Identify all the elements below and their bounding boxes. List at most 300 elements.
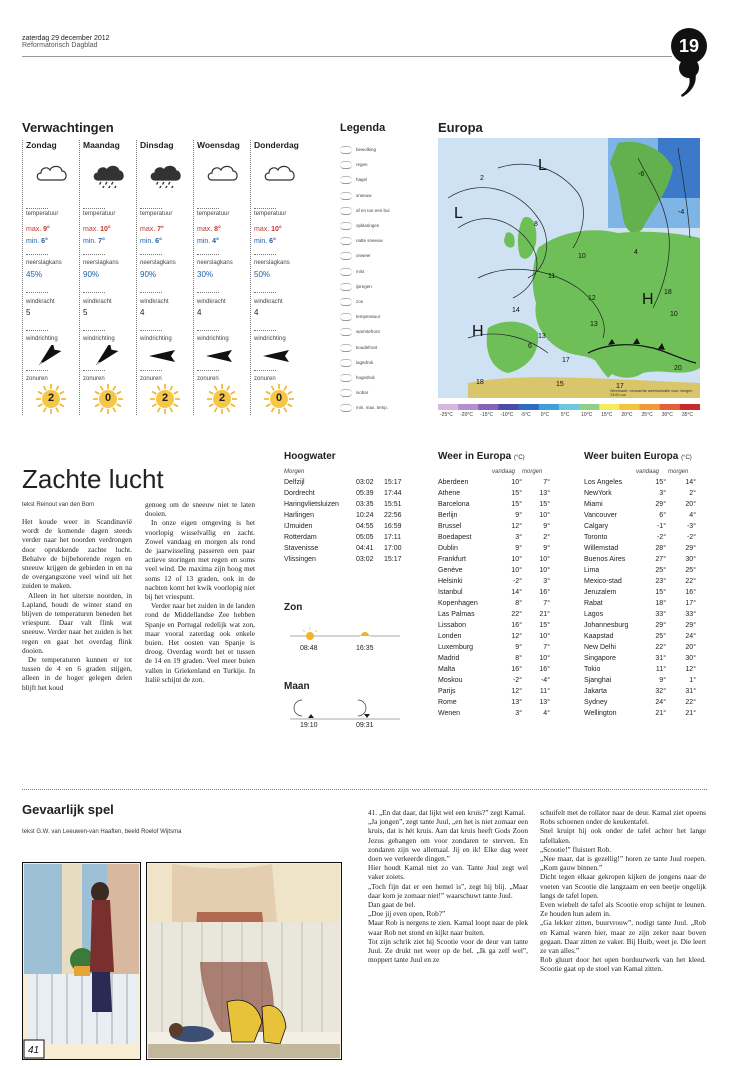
forecast-day-name: Woensdag (197, 140, 240, 150)
table-row (284, 543, 404, 554)
article-byline: tekst Reinout van den Born (22, 502, 95, 508)
dotted-separator (254, 254, 276, 255)
table-cell: 21° (685, 710, 696, 717)
scale-swatch (539, 404, 559, 410)
dotted-separator (254, 208, 276, 209)
table-row (438, 477, 550, 488)
table-cell: Harlingen (284, 512, 314, 519)
table-cell: 25° (655, 633, 666, 640)
max-value: 8° (214, 226, 221, 233)
weer-europa-title (438, 451, 525, 462)
legend-label: hogedruk (356, 375, 375, 381)
sun-hours-value: 2 (218, 392, 226, 404)
table-cell: Toronto (584, 534, 608, 541)
max-value: 10° (271, 226, 282, 233)
paragraph: De temperaturen kunnen er tot tussen de 4 en 6 graden stijgen, alleen in de hoger gelegen delen blijft het koud (22, 655, 132, 692)
article-column-1 (22, 517, 132, 692)
scale-label: 5°C (560, 412, 570, 418)
table-cell: 1° (689, 677, 696, 684)
table-row (438, 554, 550, 565)
table-cell: 7° (543, 479, 550, 486)
paragraph: „Ga lekker zitten, buurvrouw”, nodigt tante Juul. „Rob en Kamal waren hier, maar ze zijn zeker naar boven gegaan. Daar zitten ze vaker. Bij Huib, weet je. Die leert ze van alles.” (540, 918, 706, 956)
forecast-day-name: Zondag (26, 140, 57, 150)
dotted-separator (26, 254, 48, 255)
precip-value: 90% (140, 270, 157, 279)
table-cell: 12° (511, 523, 522, 530)
legend-symbol-icon (340, 404, 352, 412)
table-cell: Kaapstad (584, 633, 614, 640)
table-cell: 3° (659, 490, 666, 497)
table-cell: Boedapest (438, 534, 472, 541)
table-cell: 29° (655, 622, 666, 629)
table-cell: 05:05 (356, 534, 374, 541)
legend-symbol-icon (340, 176, 352, 184)
temperature-scale-bar (438, 404, 700, 410)
wind-arrow-icon (147, 345, 177, 367)
table-cell: -3° (686, 523, 696, 530)
legend-label: zon (356, 299, 364, 305)
weer-europa-unit: (°C) (513, 455, 525, 461)
table-cell: 10° (539, 633, 550, 640)
moon-rise-set-graphic (290, 696, 400, 724)
table-cell: Athene (438, 490, 461, 497)
table-cell: Delfzijl (284, 479, 305, 486)
table-cell: Singapore (584, 655, 616, 662)
scale-swatch (640, 404, 660, 410)
table-cell: 21° (655, 710, 666, 717)
precip-label: neerslagkans (83, 260, 119, 266)
max-label: max. (140, 226, 158, 233)
table-cell: 24° (655, 699, 666, 706)
precip-label: neerslagkans (26, 260, 62, 266)
legend-item (340, 298, 363, 306)
min-value: 4° (212, 238, 219, 245)
precip-value: 45% (26, 270, 43, 279)
table-cell: 32° (655, 688, 666, 695)
sunset-time: 16:35 (356, 645, 374, 652)
table-cell: 29° (685, 622, 696, 629)
min-label: min. (197, 238, 213, 245)
table-cell: Dublin (438, 545, 458, 552)
map-temp-label: 18 (664, 289, 672, 296)
dotted-separator (140, 370, 162, 371)
table-cell: 20° (685, 644, 696, 651)
table-cell: 9° (543, 545, 550, 552)
min-temp (140, 238, 162, 245)
table-row (438, 708, 550, 719)
weer-europa-title-text: Weer in Europa (438, 451, 512, 462)
wind-force-label: windkracht (254, 299, 283, 305)
table-cell: 15:17 (384, 556, 402, 563)
legend-symbol-icon (340, 192, 352, 200)
table-row (284, 521, 404, 532)
weer-buiten-col-today: vandaag (636, 469, 660, 475)
legend-item (340, 176, 367, 184)
forecast-day-2 (136, 140, 192, 415)
table-cell: 16° (539, 666, 550, 673)
legend-label: sneeuw (356, 192, 372, 198)
rain-cloud-icon (92, 162, 126, 188)
map-temp-label: 12 (588, 295, 596, 302)
wind-dir-value: zw (94, 361, 101, 367)
paragraph: Rob gluurt door het open borduurwerk van het kleed. Scootie gaat op de stoel van Kamal zitten. (540, 955, 706, 974)
scale-swatch (519, 404, 539, 410)
wind-arrow-icon (33, 345, 63, 367)
table-cell: Brussel (438, 523, 462, 530)
table-row (438, 675, 550, 686)
table-row (438, 499, 550, 510)
table-cell: 4° (543, 710, 550, 717)
table-cell: 22:56 (384, 512, 402, 519)
legend-label: af en toe een bui (356, 207, 390, 213)
scale-label: -20°C (460, 412, 473, 418)
table-cell: 25° (655, 567, 666, 574)
legend-item (340, 404, 388, 412)
precip-value: 50% (254, 270, 271, 279)
table-row (438, 697, 550, 708)
scale-label: -15°C (480, 412, 494, 418)
precip-label: neerslagkans (140, 260, 176, 266)
table-cell: Berlijn (438, 512, 458, 519)
legend-label: ijsregen (356, 283, 372, 289)
table-cell: Kopenhagen (438, 600, 478, 607)
dotted-separator (197, 208, 219, 209)
table-cell: 4° (689, 512, 696, 519)
temperature-label: temperatuur (197, 211, 230, 217)
map-temp-label: 13 (538, 333, 546, 340)
table-cell: Lima (584, 567, 600, 574)
table-row (584, 521, 696, 532)
min-temp (254, 238, 276, 245)
table-row (438, 521, 550, 532)
legend-symbol-icon (340, 161, 352, 169)
scale-swatch (680, 404, 700, 410)
scale-swatch (478, 404, 498, 410)
hoogwater-sub: Morgen (284, 469, 305, 475)
table-row (284, 554, 404, 565)
legend-item (340, 161, 368, 169)
dotted-separator (26, 370, 48, 371)
legend-item (340, 374, 375, 382)
scale-swatch (559, 404, 579, 410)
table-cell: 03:02 (356, 556, 374, 563)
legend-label: bewolking (356, 147, 377, 153)
table-cell: 22° (685, 578, 696, 585)
legend-symbol-icon (340, 313, 352, 321)
table-cell: 30° (685, 556, 696, 563)
scale-label: -25°C (440, 412, 453, 418)
table-cell: 15° (655, 589, 666, 596)
max-label: max. (197, 226, 215, 233)
story-title: Gevaarlijk spel (22, 802, 114, 817)
table-row (438, 543, 550, 554)
weer-buiten-title (584, 451, 692, 462)
svg-text:L: L (454, 205, 463, 222)
article-column-2 (145, 500, 255, 684)
min-value: 6° (41, 238, 48, 245)
dotted-separator (26, 292, 48, 293)
table-row (584, 620, 696, 631)
paragraph: schuifelt met de rollator naar de deur. Kamal ziet opeens Robs schoenen onder de keukentafel. (540, 808, 706, 827)
legend-item (340, 192, 372, 200)
table-row (284, 532, 404, 543)
max-value: 10° (100, 226, 111, 233)
wind-dir-value: w (151, 361, 155, 367)
temperature-label: temperatuur (254, 211, 287, 217)
scale-label: -5°C (520, 412, 531, 418)
table-cell: 13° (511, 699, 522, 706)
table-row (438, 609, 550, 620)
dotted-separator (83, 208, 105, 209)
zon-title: Zon (284, 602, 303, 613)
table-row (584, 642, 696, 653)
dotted-separator (140, 208, 162, 209)
table-cell: 2° (543, 534, 550, 541)
table-cell: 03:35 (356, 501, 374, 508)
table-cell: Vlissingen (284, 556, 316, 563)
table-cell: 15:51 (384, 501, 402, 508)
table-cell: Helsinki (438, 578, 463, 585)
table-cell: Miami (584, 501, 603, 508)
wind-force-value: 4 (140, 308, 145, 317)
legend-label: lagedruk (356, 359, 374, 365)
table-cell: 16° (511, 622, 522, 629)
legend-label: warmtefront (356, 329, 380, 335)
min-label: min. (83, 238, 99, 245)
min-label: min. (254, 238, 270, 245)
weer-europa-col-today: vandaag (492, 469, 516, 475)
table-cell: Willemstad (584, 545, 619, 552)
page-number: 19 (671, 28, 707, 64)
legend-label: opklaringen (356, 223, 380, 229)
table-cell: New Delhi (584, 644, 616, 651)
table-cell: 7° (543, 644, 550, 651)
scale-swatch (660, 404, 680, 410)
table-cell: 23° (655, 578, 666, 585)
table-cell: 30° (685, 655, 696, 662)
sun-hours-label: zonuren (140, 376, 162, 382)
legend-symbol-icon (340, 283, 352, 291)
min-temp (83, 238, 105, 245)
wind-dir-label: windrichting (83, 336, 115, 342)
max-temp (254, 226, 282, 233)
legend-label: mist (356, 268, 365, 274)
wind-force-value: 4 (197, 308, 202, 317)
dotted-separator (83, 254, 105, 255)
weer-europa-col-tomorrow: morgen (522, 469, 543, 475)
table-cell: 11° (539, 688, 550, 695)
table-cell: 03:02 (356, 479, 374, 486)
cloud-icon (35, 162, 69, 188)
table-row (584, 477, 696, 488)
legend-item (340, 328, 380, 336)
table-cell: 9° (515, 644, 522, 651)
dotted-separator (83, 292, 105, 293)
paragraph: „Toch fijn dat er een hemel is”, zegt hij blij. „Maar daar kom je zomaar niet!” waarschuwt tante Juul. (368, 881, 528, 900)
table-cell: Haringvlietsluizen (284, 501, 339, 508)
paragraph: „Ja jongen”, zegt tante Juul, „en het is niet zomaar een kruis, dat is hét kruis. Aan dat kruis heeft Gods Zoon Jezus gehangen om voor zondaren te sterven. En zondaren zijn we allemaal. Jij en ik! Elke dag weer doen we verkeerde dingen.” (368, 817, 528, 864)
forecast-day-name: Maandag (83, 140, 120, 150)
wind-force-label: windkracht (197, 299, 226, 305)
table-cell: 31° (655, 655, 666, 662)
table-cell: 17:11 (384, 534, 401, 541)
max-temp (26, 226, 50, 233)
legend-label: temperatuur (356, 314, 381, 320)
table-cell: 15° (655, 479, 666, 486)
table-row (284, 488, 404, 499)
map-temp-label: 20 (674, 365, 682, 372)
table-cell: Barcelona (438, 501, 470, 508)
legend-symbol-icon (340, 344, 352, 352)
scale-label: 10°C (581, 412, 593, 418)
table-cell: Luxemburg (438, 644, 474, 651)
paragraph: „Scootie!” fluistert Rob. (540, 844, 612, 854)
table-row (584, 653, 696, 664)
table-row (584, 510, 696, 521)
table-cell: 10° (539, 567, 550, 574)
min-value: 7° (98, 238, 105, 245)
table-cell: 14° (685, 479, 696, 486)
map-temp-label: 10 (578, 253, 586, 260)
table-cell: 15:17 (384, 479, 402, 486)
table-cell: 15° (539, 622, 550, 629)
table-cell: 10° (511, 567, 522, 574)
table-cell: 11° (655, 666, 666, 673)
table-cell: 6° (659, 512, 666, 519)
wind-dir-value: w (208, 361, 212, 367)
precip-label: neerslagkans (197, 260, 233, 266)
map-temp-label: 6 (528, 343, 532, 350)
table-cell: 10° (539, 512, 550, 519)
legend-item (340, 237, 383, 245)
max-temp (140, 226, 164, 233)
paragraph: Dicht tegen elkaar gekropen kijken de jongens naar de voeten van Scootie die langzaam en een beetje ongelijk langs de tafel lopen. (540, 872, 706, 900)
weer-buiten-col-tomorrow: morgen (668, 469, 689, 475)
table-cell: 05:39 (356, 490, 374, 497)
weer-buiten-table (584, 477, 696, 719)
dotted-separator (26, 208, 48, 209)
forecast-title: Verwachtingen (22, 120, 114, 135)
table-cell: IJmuiden (284, 523, 313, 530)
table-row (584, 708, 696, 719)
wind-arrow-icon (90, 345, 120, 367)
legend-symbol-icon (340, 374, 352, 382)
table-cell: Tokio (584, 666, 601, 673)
table-cell: Jakarta (584, 688, 607, 695)
wind-force-label: windkracht (140, 299, 169, 305)
table-cell: Sydney (584, 699, 608, 706)
table-cell: 3° (515, 710, 522, 717)
table-cell: -2° (656, 534, 666, 541)
dotted-separator (254, 330, 276, 331)
table-cell: 16° (539, 589, 550, 596)
wind-arrow-icon (204, 345, 234, 367)
table-cell: 18° (655, 600, 666, 607)
table-cell: 14° (511, 589, 522, 596)
scale-swatch (498, 404, 518, 410)
legend-item (340, 222, 379, 230)
table-cell: 15° (539, 501, 550, 508)
table-cell: 17° (685, 600, 696, 607)
table-row (584, 565, 696, 576)
table-cell: 21° (539, 611, 550, 618)
sun-hours-label: zonuren (254, 376, 276, 382)
hoogwater-title: Hoogwater (284, 451, 336, 462)
table-cell: 22° (511, 611, 522, 618)
map-temp-label: 8 (534, 221, 538, 228)
table-cell: Wellington (584, 710, 617, 717)
min-label: min. (140, 238, 156, 245)
max-label: max. (26, 226, 44, 233)
max-value: 9° (43, 226, 50, 233)
min-label: min. (26, 238, 42, 245)
scale-swatch (619, 404, 639, 410)
wind-dir-label: windrichting (254, 336, 286, 342)
legend-symbol-icon (340, 298, 352, 306)
table-cell: Jeruzalem (584, 589, 617, 596)
legend-item (340, 389, 368, 397)
table-cell: 33° (685, 611, 696, 618)
table-cell: 8° (515, 655, 522, 662)
table-cell: Mexico-stad (584, 578, 622, 585)
table-cell: 04:41 (356, 545, 374, 552)
table-row (438, 598, 550, 609)
wind-arrow-icon (261, 345, 291, 367)
wind-dir-label: windrichting (197, 336, 229, 342)
sun-hours-label: zonuren (26, 376, 48, 382)
cloud-icon (263, 162, 297, 188)
dotted-separator (197, 254, 219, 255)
table-row (584, 532, 696, 543)
map-temp-label: 2 (480, 175, 484, 182)
dotted-separator (26, 330, 48, 331)
legend-symbol-icon (340, 328, 352, 336)
table-cell: 9° (543, 523, 550, 530)
scale-swatch (438, 404, 458, 410)
table-cell: 22° (655, 644, 666, 651)
scale-swatch (599, 404, 619, 410)
forecast-day-4 (250, 140, 306, 415)
paragraph: In onze eigen omgeving is het voorlopig wisselvallig en zacht. Zowel vandaag en morgen als rond de jaarwisseling passeren een paar actieve storingen met regen en soms veel wind. De maxima zijn hoog met soms 12 of 13 graden, ook in de nachten komt het kwik voorlopig niet bij het vriespunt. (145, 518, 255, 602)
wind-dir-value: w (265, 361, 269, 367)
table-cell: 9° (515, 545, 522, 552)
paragraph: Alleen in het uiterste noorden, in Lapland, houdt de winter stand en blijven de temperaturen beneden het vriespunt. Daar valt flink wat sneeuw. Verder naar het zuiden is het regen en gaat het overdag flink dooien. (22, 590, 132, 655)
comic-panel-number: 41 (28, 1045, 40, 1056)
max-label: max. (254, 226, 272, 233)
table-cell: 10° (539, 655, 550, 662)
table-cell: 16° (511, 666, 522, 673)
legend-label: isobar (356, 390, 369, 396)
map-caption: Weerkaart: verwachte weerssituatie voor morgen 13:00 uur (610, 389, 693, 397)
table-cell: Rome (438, 699, 457, 706)
section-divider (22, 789, 707, 790)
table-cell: Lagos (584, 611, 604, 618)
table-cell: 7° (543, 600, 550, 607)
table-row (438, 488, 550, 499)
wind-dir-label: windrichting (140, 336, 172, 342)
forecast-day-name: Donderdag (254, 140, 299, 150)
max-temp (197, 226, 221, 233)
legend-label: koudefront (356, 344, 378, 350)
table-row (438, 653, 550, 664)
legend-label: min. max. temp. (356, 405, 389, 411)
paragraph: 41. „En dat daar, dat lijkt wel een kruis?” zegt Kamal. (368, 808, 526, 817)
legend-item (340, 283, 372, 291)
sunrise-time: 08:48 (300, 645, 318, 652)
paragraph: Snel kruipt hij ook onder de tafel achter het lange tafellaken. (540, 826, 706, 845)
table-cell: Madrid (438, 655, 460, 662)
table-cell: Londen (438, 633, 462, 640)
